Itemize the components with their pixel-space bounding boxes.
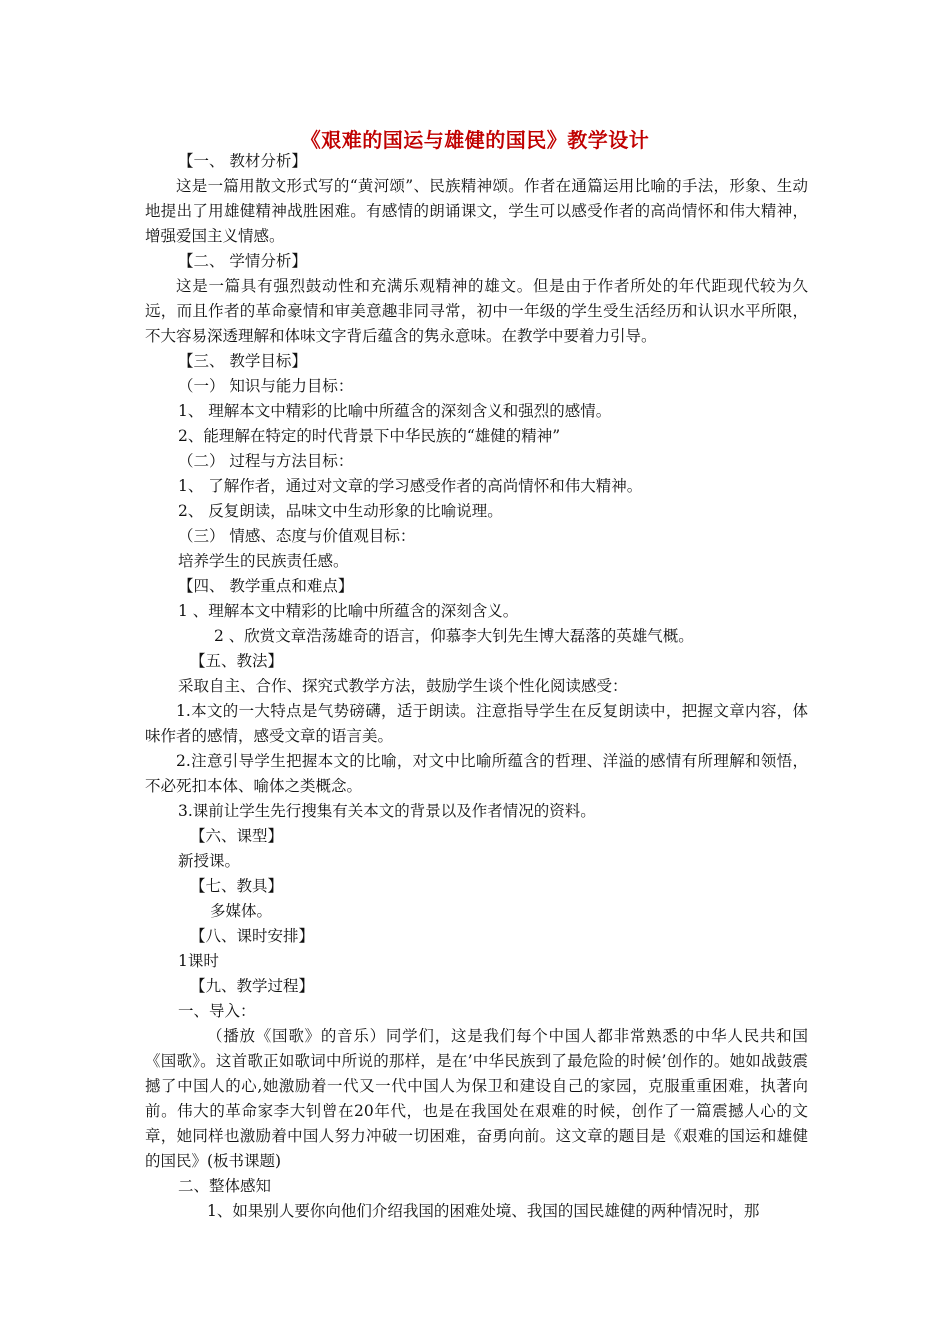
section-9-heading: 【九、教学过程】 [190,977,315,995]
method-point-3: 3.课前让学生先行搜集有关本文的背景以及作者情况的资料。 [178,802,596,820]
section-5-heading: 【五、教法】 [190,652,284,670]
method-point-2: 2.注意引导学生把握本文的比喻，对文中比喻所蕴含的哲理、洋溢的感情有所理解和领悟，不必死扣本体、喻体之类概念。 [145,752,808,795]
section-1-text: 这是一篇用散文形式写的“黄河颂”、民族精神颂。作者在通篇运用比喻的手法，形象、生动地提出了用雄健精神战胜困难。有感情的朗诵课文，学生可以感受作者的高尚情怀和伟大精神，增强爱国主义情感。 [145,177,808,245]
lesson-type: 新授课。 [178,852,241,870]
goal-1-heading: （一） 知识与能力目标： [178,377,354,395]
goal-2-item-2: 2、 反复朗读，品味文中生动形象的比喻说理。 [178,502,503,520]
key-point-1: 1 、理解本文中精彩的比喻中所蕴含的深刻含义。 [178,602,519,620]
section-2-heading: 【二、 学情分析】 [178,252,307,270]
step-2-heading: 二、整体感知 [178,1177,272,1195]
section-4-heading: 【四、 教学重点和难点】 [178,577,354,595]
goal-3-heading: （三） 情感、态度与价值观目标： [178,527,416,545]
goal-3-text: 培养学生的民族责任感。 [178,552,349,570]
class-hours: 1课时 [178,952,219,970]
key-point-2: 2 、欣赏文章浩荡雄奇的语言，仰慕李大钊先生博大磊落的英雄气概。 [214,627,694,645]
section-2-text: 这是一篇具有强烈鼓动性和充满乐观精神的雄文。但是由于作者所处的年代距现代较为久远，而且作者的革命豪情和审美意趣非同寻常，初中一年级的学生受生活经历和认识水平所限，不大容易深透理解和体味文字背后蕴含的隽永意味。在教学中要着力引导。 [145,277,808,345]
goal-2-item-1: 1、 了解作者，通过对文章的学习感受作者的高尚情怀和伟大精神。 [178,477,643,495]
method-point-1: 1.本文的一大特点是气势磅礴，适于朗读。注意指导学生在反复朗读中，把握文章内容，体味作者的感情，感受文章的语言美。 [145,702,808,745]
goal-1-item-1: 1、 理解本文中精彩的比喻中所蕴含的深刻含义和强烈的感情。 [178,402,612,420]
section-1-heading: 【一、 教材分析】 [178,152,307,170]
step-1-text: （播放《国歌》的音乐）同学们，这是我们每个中国人都非常熟悉的中华人民共和国《国歌》。这首歌正如歌词中所说的那样，是在’中华民族到了最危险的时候’创作的。她如战鼓震撼了中国人的心,她激励着一代又一代中国人为保卫和建设自己的家园，克服重重困难，执著向前。伟大的革命家李大钊曾在20年代，也是在我国处在艰难的时候，创作了一篇震撼人心的文章，她同样也激励着中国人努力冲破一切困难，奋勇向前。这文章的题目是《艰难的国运和雄健的国民》(板书课题) [145,1027,808,1170]
step-1-heading: 一、导入： [178,1002,256,1020]
section-3-heading: 【三、 教学目标】 [178,352,307,370]
section-8-heading: 【八、课时安排】 [190,927,315,945]
section-7-heading: 【七、教具】 [190,877,284,895]
goal-1-item-2: 2、能理解在特定的时代背景下中华民族的“雄健的精神” [178,427,561,445]
document-title: 《艰难的国运与雄健的国民》教学设计 [300,128,650,152]
teaching-aids: 多媒体。 [210,902,273,920]
method-intro: 采取自主、合作、探究式教学方法，鼓励学生谈个性化阅读感受： [178,677,628,695]
step-2-text: 1、如果别人要你向他们介绍我国的困难处境、我国的国民雄健的两种情况时，那 [207,1202,760,1220]
section-6-heading: 【六、课型】 [190,827,284,845]
goal-2-heading: （二） 过程与方法目标： [178,452,354,470]
